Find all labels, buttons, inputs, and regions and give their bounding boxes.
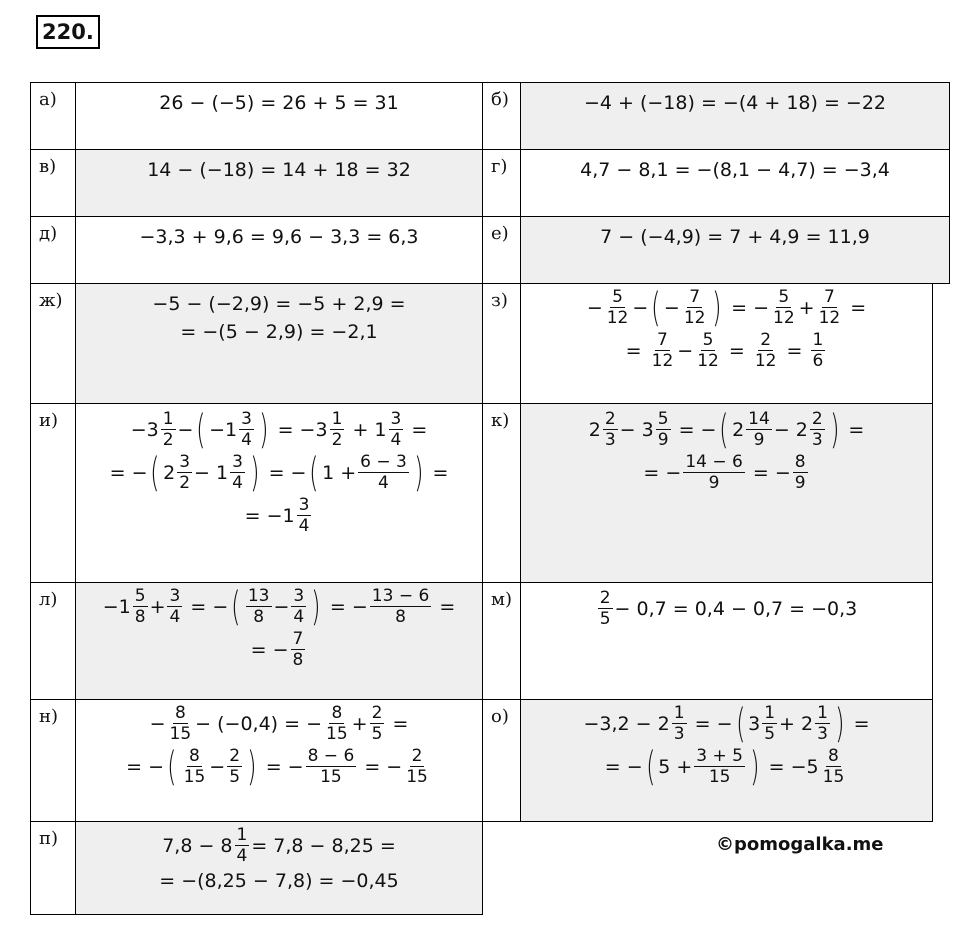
cell-g xyxy=(482,149,950,217)
expr-e: 7 − (−4,9) = 7 + 4,9 = 11,9 xyxy=(600,226,870,248)
expr-m: $\frac{2}{5}$ − 0,7 = 0,4 − 0,7 = −0,3 xyxy=(599,588,858,629)
cell-p xyxy=(30,821,483,915)
label-k: к) xyxy=(483,404,521,582)
cell-o xyxy=(482,699,933,822)
label-l: л) xyxy=(31,583,76,699)
expr-k-line2: = − $\frac{14 - 6}{9}$ = − $\frac{8}{9}$ xyxy=(643,452,806,493)
cell-k xyxy=(482,403,933,583)
label-d: д) xyxy=(31,217,76,283)
expr-i-line2: = − ( 2 $\frac{3}{2}$ − 1 $\frac{3}{4}$ ) = − ( 1 + $\frac{6 - 3}{4}$ ) = xyxy=(109,449,449,496)
expr-l-line1: −1 $\frac{5}{8}$ + $\frac{3}{4}$ = − ( $\frac{13}{8}$ − $\frac{3}{4}$ ) = − $\frac{13 - 6}{8}$ = xyxy=(102,583,456,630)
cell-d xyxy=(30,216,483,284)
label-b: б) xyxy=(483,83,521,149)
label-zh: ж) xyxy=(31,284,76,403)
cell-zh xyxy=(30,283,483,404)
cell-l xyxy=(30,582,483,700)
label-v: в) xyxy=(31,150,76,216)
expr-i-line3: = −1 $\frac{3}{4}$ xyxy=(244,495,310,536)
expr-n-line2: = − ( $\frac{8}{15}$ − $\frac{2}{5}$ ) = − $\frac{8 - 6}{15}$ = − $\frac{2}{15}$ xyxy=(126,743,428,790)
expr-b: −4 + (−18) = −(4 + 18) = −22 xyxy=(583,92,887,114)
cell-e xyxy=(482,216,950,284)
label-m: м) xyxy=(483,583,521,699)
label-e: е) xyxy=(483,217,521,283)
label-n: н) xyxy=(31,700,76,821)
cell-v xyxy=(30,149,483,217)
label-o: о) xyxy=(483,700,521,821)
expr-v: 14 − (−18) = 14 + 18 = 32 xyxy=(147,159,411,181)
label-p: п) xyxy=(31,822,76,914)
expr-z-line1: − $\frac{5}{12}$ − ( − $\frac{7}{12}$ ) = − $\frac{5}{12}$ + $\frac{7}{12}$ = xyxy=(586,284,867,331)
watermark: ©pomogalka.me xyxy=(716,834,884,855)
expr-g: 4,7 − 8,1 = −(8,1 − 4,7) = −3,4 xyxy=(580,159,890,181)
cell-m xyxy=(482,582,933,700)
label-a: а) xyxy=(31,83,76,149)
expr-n-line1: − $\frac{8}{15}$ − (−0,4) = − $\frac{8}{15}$ + $\frac{2}{5}$ = xyxy=(149,703,409,744)
cell-z xyxy=(482,283,933,404)
cell-n xyxy=(30,699,483,822)
cell-a xyxy=(30,82,483,150)
expr-z-line2: = $\frac{7}{12}$ − $\frac{5}{12}$ = $\frac{2}{12}$ = $\frac{1}{6}$ xyxy=(625,330,824,371)
expr-p-line2: = −(8,25 − 7,8) = −0,45 xyxy=(159,870,399,892)
expr-k-line1: 2 $\frac{2}{3}$ − 3 $\frac{5}{9}$ = − ( 2 $\frac{14}{9}$ − 2 $\frac{2}{3}$ ) = xyxy=(588,406,865,453)
expr-a: 26 − (−5) = 26 + 5 = 31 xyxy=(159,92,399,114)
cell-i xyxy=(30,403,483,583)
expr-d: −3,3 + 9,6 = 9,6 − 3,3 = 6,3 xyxy=(139,226,419,248)
expr-o-line1: −3,2 − 2 $\frac{1}{3}$ = − ( 3 $\frac{1}{5}$ + 2 $\frac{1}{3}$ ) = xyxy=(583,700,870,747)
expr-p-line1: 7,8 − 8 $\frac{1}{4}$ = 7,8 − 8,25 = xyxy=(162,825,396,866)
expr-o-line2: = − ( 5 + $\frac{3 + 5}{15}$ ) = −5 $\frac{8}{15}$ xyxy=(604,743,845,790)
expr-i-line1: −3 $\frac{1}{2}$ − ( −1 $\frac{3}{4}$ ) = −3 $\frac{1}{2}$ + 1 $\frac{3}{4}$ = xyxy=(130,406,428,453)
label-g: г) xyxy=(483,150,521,216)
problem-number: 220. xyxy=(36,15,100,49)
cell-b xyxy=(482,82,950,150)
label-z: з) xyxy=(483,284,521,403)
expr-zh-line2: = −(5 − 2,9) = −2,1 xyxy=(180,321,378,343)
expr-l-line2: = − $\frac{7}{8}$ xyxy=(250,629,304,670)
label-i: и) xyxy=(31,404,76,582)
expr-zh-line1: −5 − (−2,9) = −5 + 2,9 = xyxy=(152,293,406,315)
